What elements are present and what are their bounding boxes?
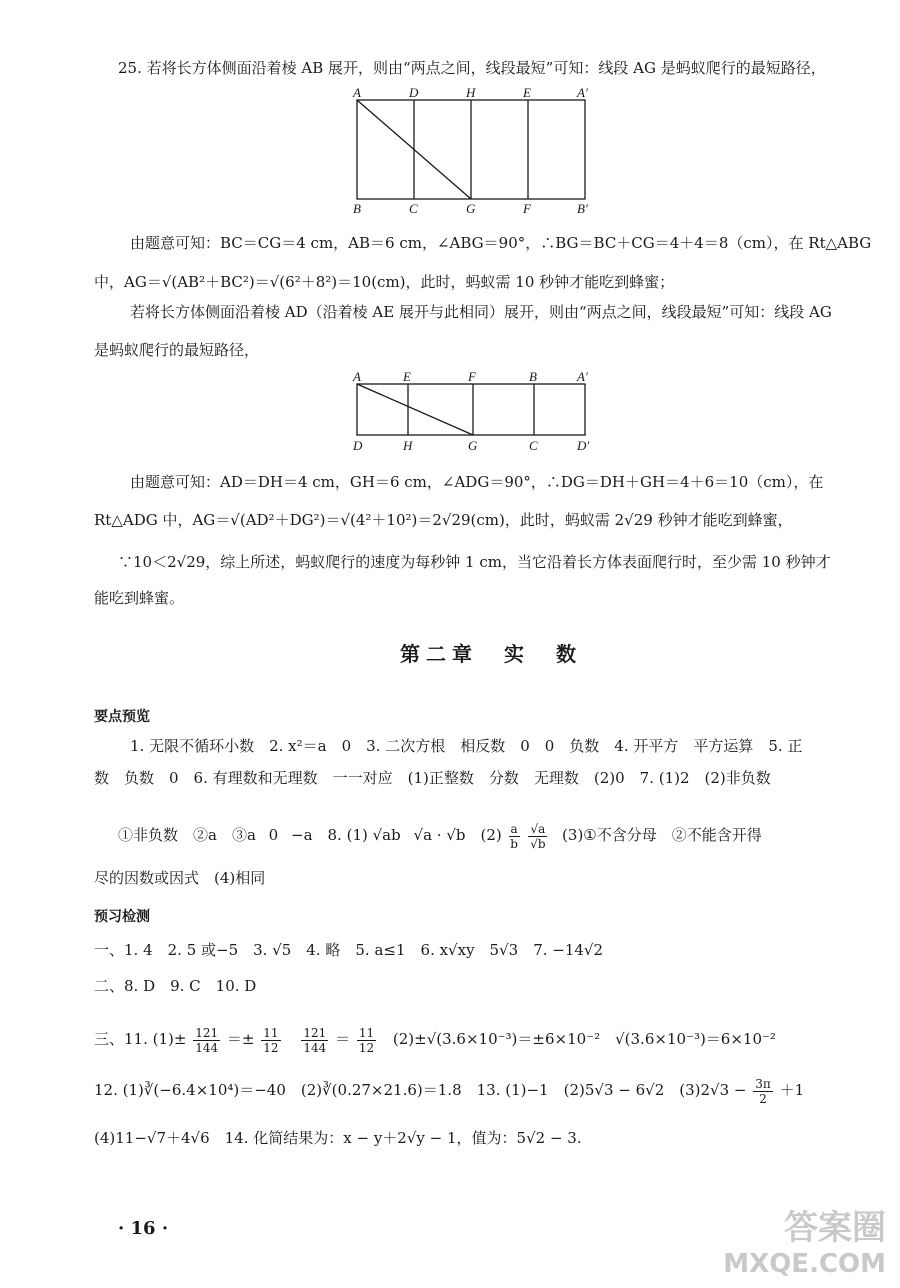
- label-E: E: [523, 86, 531, 100]
- preview-l3-f: (3)①不含分母 ②不能含开得: [562, 826, 762, 844]
- label-G: G: [466, 201, 476, 216]
- fraction-11-over-12: $\frac{11}{12}$: [263, 1025, 279, 1055]
- p25-line-7: Rt△ADG 中，AG＝√(AD²＋DG²)＝√(4²＋10²)＝2√29(cm)，此时，蚂蚁需 2√29 秒钟才能吃到蜂蜜，: [94, 511, 793, 529]
- check-line-3: [94, 1022, 776, 1056]
- preview-line-1: 1. 无限不循环小数 2. x²＝a 0 3. 二次方根 相反数 0 0 负数 4. 开平方 平方运算 5. 正: [130, 737, 803, 755]
- preview-l3-c: −a 8. (1): [291, 826, 368, 844]
- label-A-prime: A′: [577, 370, 588, 384]
- label-D: D: [409, 86, 419, 100]
- label-A-prime: A′: [577, 86, 588, 100]
- fraction-a-over-b: $\frac{a}{b}$: [510, 821, 518, 851]
- p25-line-3: 中，AG＝√(AB²＋BC²)＝√(6²＋8²)＝10(cm)，此时，蚂蚁需 10 秒钟才能吃到蜂蜜；: [94, 273, 675, 291]
- watermark-logo: [723, 1210, 886, 1282]
- unfolded-diagram-1: [345, 86, 605, 216]
- p25-line-9: 能吃到蜂蜜。: [94, 589, 185, 607]
- preview-l3-b: 0: [268, 826, 279, 844]
- preview-line-4: 尽的因数或因式 (4)相同: [94, 869, 266, 887]
- label-B-prime: B′: [577, 201, 588, 216]
- check-line-4: [94, 1074, 804, 1106]
- check-l4-a: 12. (1)∛(−6.4×10⁴)＝−40 (2)∛(0.27×21.6)＝1.8 13. (1)−1 (2)5√3 − 6√2 (3)2√3 −: [94, 1081, 747, 1099]
- section-heading-preview: 要点预览: [94, 709, 150, 725]
- label-H: H: [466, 86, 476, 100]
- check-l3-b: ＝±: [226, 1030, 255, 1048]
- label-F: F: [523, 201, 531, 216]
- fraction-121-over-144: $\frac{121}{144}$: [195, 1025, 219, 1055]
- check-line-2: 二、8. D 9. C 10. D: [94, 977, 257, 995]
- check-line-1: 一、1. 4 2. 5 或−5 3. √5 4. 略 5. a≤1 6. x√xy 5√3 7. −14√2: [94, 941, 604, 959]
- fraction-sqrt-a-over-sqrt-b: $\frac{√a}{√b}$: [530, 821, 546, 851]
- label-C: C: [529, 438, 538, 453]
- p25-line-2: 由题意可知：BC＝CG＝4 cm，AB＝6 cm，∠ABG＝90°，∴BG＝BC＋CG＝4＋4＝8（cm），在 Rt△ABG: [130, 234, 872, 252]
- preview-line-3: [118, 820, 762, 851]
- fraction-121-over-144-b: $\frac{121}{144}$: [303, 1025, 327, 1055]
- fraction-11-over-12-b: $\frac{11}{12}$: [358, 1025, 375, 1055]
- label-E: E: [403, 370, 411, 384]
- unfolded-diagram-2: [345, 370, 605, 460]
- watermark-line-1: 答案圈: [784, 1208, 886, 1248]
- check-line-5: (4)11−√7＋4√6 14. 化简结果为：x − y＋2√y − 1，值为：5√2 − 3.: [94, 1129, 582, 1147]
- label-A: A: [353, 370, 361, 384]
- check-l3-a: 三、11. (1)±: [94, 1030, 187, 1048]
- label-D-prime: D′: [577, 438, 590, 453]
- label-F: F: [468, 370, 476, 384]
- chapter-title: 第二章 实 数: [400, 642, 582, 666]
- p25-line-6: 由题意可知：AD＝DH＝4 cm，GH＝6 cm，∠ADG＝90°，∴DG＝DH＋GH＝4＋6＝10（cm），在: [130, 473, 824, 491]
- p25-line-4: 若将长方体侧面沿着棱 AD（沿着棱 AE 展开与此相同）展开，则由“两点之间，线段最短”可知：线段 AG: [130, 303, 832, 321]
- p25-line-8: ∵10＜2√29，综上所述，蚂蚁爬行的速度为每秒钟 1 cm，当它沿着长方体表面爬行时，至少需 10 秒钟才: [118, 553, 831, 571]
- watermark-line-2: MXQE.COM: [723, 1249, 886, 1279]
- section-heading-check: 预习检测: [94, 909, 150, 925]
- preview-line-2: 数 负数 0 6. 有理数和无理数 一一对应 (1)正整数 分数 无理数 (2)0 7. (1)2 (2)非负数: [94, 769, 771, 787]
- label-G: G: [468, 438, 478, 453]
- preview-l3-a: ①非负数 ②a ③a: [118, 826, 256, 844]
- label-A: A: [353, 86, 361, 100]
- page-number: · 16 ·: [118, 1218, 169, 1239]
- check-l4-b: ＋1: [779, 1081, 805, 1099]
- label-B: B: [353, 201, 361, 216]
- label-H: H: [403, 438, 413, 453]
- p25-line-5: 是蚂蚁爬行的最短路径，: [94, 341, 260, 359]
- check-l3-c: ＝: [335, 1030, 351, 1048]
- label-D: D: [353, 438, 363, 453]
- label-C: C: [409, 201, 418, 216]
- label-B: B: [529, 370, 537, 384]
- preview-l3-e: √a · √b (2): [413, 826, 502, 844]
- preview-l3-d: √ab: [372, 826, 401, 844]
- fraction-3pi-over-2: $\frac{3\pi}{2}$: [755, 1076, 771, 1106]
- check-l3-d: (2)±√(3.6×10⁻³)＝±6×10⁻² √(3.6×10⁻³)＝6×10⁻²: [392, 1030, 776, 1048]
- p25-line-1: 25. 若将长方体侧面沿着棱 AB 展开，则由“两点之间，线段最短”可知：线段 AG 是蚂蚁爬行的最短路径，: [118, 59, 826, 77]
